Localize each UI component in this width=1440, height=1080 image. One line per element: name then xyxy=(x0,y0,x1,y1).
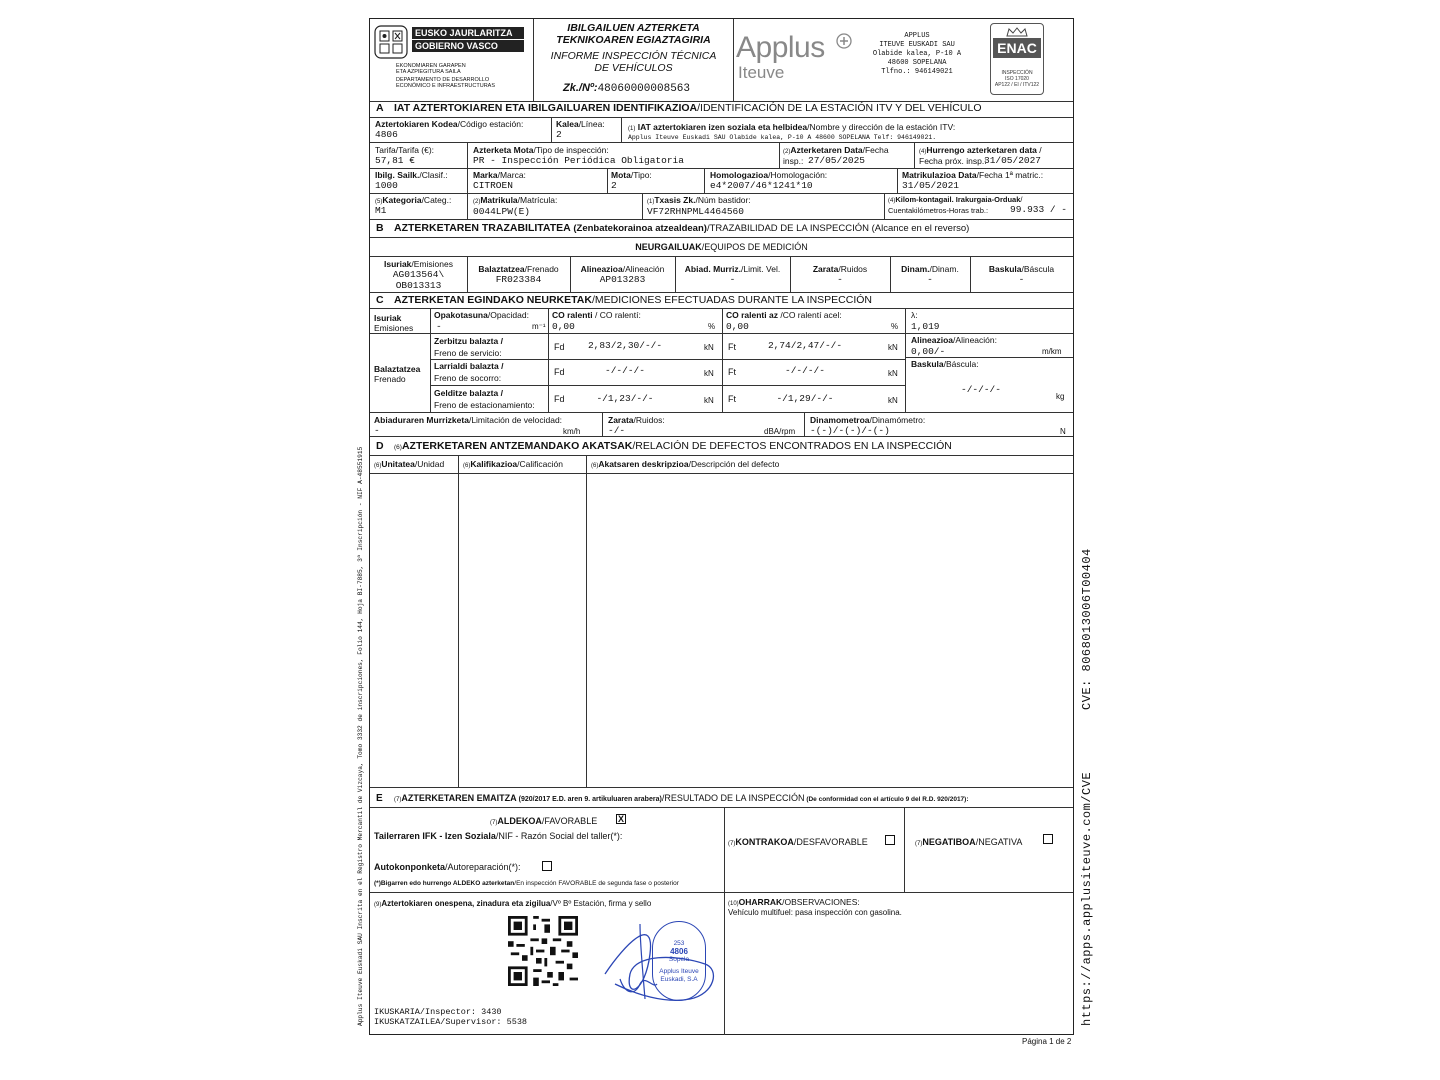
report-number: 48060000008563 xyxy=(597,83,690,95)
negative-label: (7)NEGATIBOA/NEGATIVA xyxy=(915,837,1023,847)
enac-line-2: ISO 17020 xyxy=(1005,76,1029,82)
basque-government-logo xyxy=(374,25,524,59)
service-brake-fd: 2,83/2,30/-/- xyxy=(587,340,663,351)
registration-date: 31/05/2021 xyxy=(902,180,960,191)
plus-icon xyxy=(836,33,852,49)
noise-level: -/- xyxy=(608,425,626,436)
inspection-date: 27/05/2025 xyxy=(808,155,866,166)
equipment-brakes: FR023384 xyxy=(495,274,542,285)
gov-name-es: GOBIERNO VASCO xyxy=(412,40,524,52)
service-brake-ft: 2,74/2,47/-/- xyxy=(767,340,843,351)
classification: 1000 xyxy=(375,180,398,191)
enac-line-1: INSPECCIÓN xyxy=(1001,70,1033,76)
co-idle: 0,00 xyxy=(552,321,575,332)
enac-text: ENAC xyxy=(993,38,1041,58)
license-plate: 0044LPW(E) xyxy=(473,206,531,217)
title-eu-2: TEKNIKOAREN EGIAZTAGIRIA xyxy=(556,34,711,46)
tariff: 57,81 € xyxy=(375,155,415,166)
station-stamp: 253 4806 Sopela Applus Iteuve Euskadi, S.A xyxy=(652,921,706,1001)
category: M1 xyxy=(375,205,387,216)
odometer: 99.933 / - xyxy=(1010,204,1068,215)
applus-brand: Applus xyxy=(736,31,825,64)
scale-weight: -/-/-/- xyxy=(961,384,1001,395)
opacity: - xyxy=(436,321,442,332)
section-d-title: D (6)AZTERKETAREN ANTZEMANDAKO AKATSAK/RELACIÓN DE DEFECTOS ENCONTRADOS EN LA INSPECCIÓN xyxy=(376,440,952,452)
report-number-label: Zk./Nº: xyxy=(563,82,598,94)
vin-number: VF72RHNPML4464560 xyxy=(647,206,744,217)
section-c-title: C AZTERKETAN EGINDAKO NEURKETAK/MEDICIONES EFECTUADAS DURANTE LA INSPECCIÓN xyxy=(376,294,872,306)
inspection-report-sheet: EUSKO JAURLARITZA GOBIERNO VASCO EKONOMIAREN GARAPEN ETA AZPIEGITURA SAILA DEPARTAMENTO DE DESARROLLO ECONÓMICO E INFRAESTRUCTURAS IBILGAILUEN AZTERKETA TEKNIKOAREN EGIAZTAGIRIA INFORME INSPECCIÓN TÉCNICA DE VEHÍCULOS Zk./Nº:48060000008563 Applus Iteuve APPLUS ITEUVE EUSKADI SAU Olabide kalea, P-10 A 48600 SOPELANA Tlfno.: 946149021 ENAC INSPECCIÓN ISO 17020 AP122 / EI / ITV122 A IAT AZTERTOKIAREN ETA IBILGAILUAREN IDENTIFIKAZIOA/IDENTIFICACIÓN DE LA ESTACIÓN ITV Y DEL VEHÍCULO Aztertokiaren Kodea/Código estación: 4806 Kalea/Línea: 2 (1) IAT aztertokiaren izen soziala eta helbidea/Nombre y dirección de la estación ITV: Applus Iteuve Euskadi SAU Olabide kalea, P-10 A 48600 SOPELANA Telf: 946149021. Tarifa/Tarifa (€): 57,81 € Azterketa Mota/Tipo de inspección: PR - Inspección Periódica Obligatoria (2)Azterketaren Data/Fecha insp.: 27/05/2025 (4)Hurrengo azterketaren data / Fecha próx. insp.: 31/05/2027 Ibilg. Sailk./Clasif.: 1000 Marka/Marca: CITROEN Mota/Tipo: 2 Homologazioa/Homologación: e4*2007/46*1241*10 Matrikulazioa Data/Fecha 1ª matric.: 31/05/2021 (5)Kategoria/Categ.: M1 (2)Matrikula/Matrícula: 0044LPW(E) (1)Txasis Zk./Núm bastidor: VF72RHNPML4464560 (4)Kilom-kontagail. Irakurgaia-Orduak/ Cuentakilómetros-Horas trab.: 99.933 / - B AZTERKETAREN TRAZABILITATEA (Zenbatekorainoa atzealdean)/TRAZABILIDAD DE LA INSPECCIÓN (Alcance en el reverso) NEURGAILUAK/EQUIPOS DE MEDICIÓN Isuriak/Emisiones AG013564\ OB013313 Balaztatzea/Frenado FR023384 Alineazioa/Alineación AP013283 Abiad. Murriz./Limit. Vel. - Zarata/Ruidos - Dinam./Dinam. - Baskula/Báscula - C AZTERKETAN EGINDAKO NEURKETAK/MEDICIONES EFECTUADAS DURANTE LA INSPECCIÓN Isuriak Emisiones Opakotasuna/Opacidad: - m⁻¹ CO ralenti / CO ralentí: 0,00 % CO ralenti az /CO ralentí acel: 0,00 % λ: 1,019 Balaztatzea Frenado Zerbitzu balazta / Freno de servicio: Fd 2,83/2,30/-/- kN Ft 2,74/2,47/-/- kN Alineazioa/Alineación: 0,00/- m/km Baskula/Báscula: -/-/-/- kg Larrialdi balazta / Freno de socorro: Fd -/-/-/- kN Ft -/-/-/- kN Gelditze balazta / Freno de estacionamiento: Fd -/1,23/-/- kN Ft -/1,29/-/- kN Abiaduraren Murrizketa/Limitación de velocidad: - km/h Zarata/Ruidos: -/- dBA/rpm Dinamometroa/Dinamómetro: -(-)/-(-)/-(-) N D (6)AZTERKETAREN ANTZEMANDAKO AKATSAK/RELACIÓN DE DEFECTOS ENCONTRADOS EN LA INSPECCIÓN (6)Unitatea/Unidad (6)Kalifikazioa/Calificación (6)Akatsaren deskripzioa/Descripción del defecto E (7)AZTERKETAREN EMAITZA (920/2017 E.D. aren 9. artikuluaren arabera)/RESULTADO DE LA INSPECCIÓN (De conformidad con el artículo 9 del R.D. 920/2017): (7)ALDEKOA/FAVORABLE X Tailerraren IFK - Izen Soziala/NIF - Razón Social del taller(*): Autokonponketa/Autoreparación(*): (*)Bigarren edo hurrengo ALDEKO azterketan/En inspección FAVORABLE de segunda fase o posterior (7)KONTRAKOA/DESFAVORABLE (7)NEGATIBOA/NEGATIVA (9)Aztertokiaren onespena, zinadura eta zigilua/Vº Bº Estación, firma y sello 253 4806 Sopela Applus Iteuve Euskadi, S.A IKUSKARIA/Inspector: 3430 IKUSKATZAILEA/Supervisor: 5538 (10)OHARRAK/OBSERVACIONES: Vehículo multifuel: pasa inspección con gasolina. xyxy=(369,18,1074,1035)
speed-limit: - xyxy=(374,425,380,436)
inspector-id: IKUSKARIA/Inspector: 3430 xyxy=(374,1007,502,1017)
applus-sub: Iteuve xyxy=(738,63,785,82)
equipment-alignment: AP013283 xyxy=(599,274,646,285)
registry-margin-text: Applus Iteuve Euskadi SAU Inscrita en el Registro Mercantil de Vizcaya, Tomo 3332 de inscripciones, Folio 144, Hoja BI-7885, 3ª Inscripción - NIF A-48551915 xyxy=(357,446,364,1026)
section-a-title: A IAT AZTERTOKIAREN ETA IBILGAILUAREN IDENTIFIKAZIOA/IDENTIFICACIÓN DE LA ESTACIÓN ITV Y DEL VEHÍCULO xyxy=(376,102,982,114)
equipment-speed-limiter: - xyxy=(729,274,736,285)
defects-list-area xyxy=(370,474,1073,786)
station-name: Applus Iteuve Euskadi SAU Olabide kalea, P-10 A 48600 SOPELANA Telf: 946149021. xyxy=(628,134,937,141)
dept-eu-2: ETA AZPIEGITURA SAILA xyxy=(396,69,461,75)
crown-icon xyxy=(1005,26,1029,38)
favorable-label: (7)ALDEKOA/FAVORABLE xyxy=(490,816,598,826)
section-e-title: E (7)AZTERKETAREN EMAITZA (920/2017 E.D. aren 9. artikuluaren arabera)/RESULTADO DE LA INSPECCIÓN (De conformidad con el artículo 9 del R.D. 920/2017): xyxy=(376,793,969,804)
favorable-checkbox[interactable]: X xyxy=(617,814,624,824)
equipment-emissions-2: OB013313 xyxy=(395,280,442,291)
page-number: Página 1 de 2 xyxy=(1022,1037,1072,1046)
dept-es-1: DEPARTAMENTO DE DESARROLLO xyxy=(396,77,490,83)
applus-logo xyxy=(736,31,856,91)
equipment-dynamometer: - xyxy=(927,274,933,285)
title-eu-1: IBILGAILUEN AZTERKETA xyxy=(567,22,700,34)
co-accelerated: 0,00 xyxy=(726,321,749,332)
parking-brake-ft: -/1,29/-/- xyxy=(776,393,834,404)
alignment: 0,00/- xyxy=(911,346,946,357)
title-es-1: INFORME INSPECCIÓN TÉCNICA xyxy=(550,50,717,62)
emergency-brake-fd: -/-/-/- xyxy=(605,365,645,376)
company-line-5: Tlfno.: 946149021 xyxy=(881,68,953,76)
section-b-title: B AZTERKETAREN TRAZABILITATEA (Zenbatekorainoa atzealdean)/TRAZABILIDAD DE LA INSPECCIÓN (Alcance en el reverso) xyxy=(376,222,970,234)
emergency-brake-ft: -/-/-/- xyxy=(785,365,825,376)
dept-eu-1: EKONOMIAREN GARAPEN xyxy=(396,63,466,69)
inspection-type: PR - Inspección Periódica Obligatoria xyxy=(473,155,684,166)
observations-label: (10)OHARRAK/OBSERVACIONES: xyxy=(728,897,860,907)
gov-name-eu: EUSKO JAURLARITZA xyxy=(412,27,524,39)
company-line-4: 48600 SOPELANA xyxy=(887,59,947,67)
tariff-label: Tarifa/Tarifa (€): xyxy=(375,145,435,155)
equipment-emissions: AG013564\ xyxy=(392,269,445,280)
equipment-scale: - xyxy=(1018,274,1025,285)
unfavorable-label: (7)KONTRAKOA/DESFAVORABLE xyxy=(728,837,868,847)
vehicle-type: 2 xyxy=(611,180,617,191)
qr-code-icon[interactable] xyxy=(508,916,578,986)
company-line-1: APPLUS xyxy=(904,32,930,40)
station-code: 4806 xyxy=(375,129,398,140)
self-repair-checkbox[interactable] xyxy=(542,861,552,871)
dept-es-2: ECONÓMICO E INFRAESTRUCTURAS xyxy=(396,83,496,89)
unfavorable-checkbox[interactable] xyxy=(885,835,895,845)
negative-checkbox[interactable] xyxy=(1043,834,1053,844)
equipment-noise: - xyxy=(837,274,843,285)
cve-url[interactable]: https://apps.applusiteuve.com/CVE xyxy=(1080,771,1094,1026)
enac-logo xyxy=(990,23,1044,95)
coat-of-arms-icon xyxy=(374,25,408,59)
vehicle-make: CITROEN xyxy=(473,180,513,191)
enac-line-3: AP122 / EI / ITV122 xyxy=(994,82,1040,88)
next-inspection-date: 31/05/2027 xyxy=(984,155,1042,166)
supervisor-id: IKUSKATZAILEA/Supervisor: 5538 xyxy=(374,1017,528,1027)
homologation: e4*2007/46*1241*10 xyxy=(710,180,813,191)
title-es-2: DE VEHÍCULOS xyxy=(594,62,673,74)
lambda: 1,019 xyxy=(911,321,940,332)
observations-text: Vehículo multifuel: pasa inspección con gasolina. xyxy=(728,908,902,917)
parking-brake-fd: -/1,23/-/- xyxy=(596,393,654,404)
company-line-2: ITEUVE EUSKADI SAU xyxy=(879,41,955,49)
cve-code: CVE: 8068013006T00404 xyxy=(1080,548,1094,710)
dynamometer: -(-)/-(-)/-(-) xyxy=(810,425,890,436)
company-line-3: Olabide kalea, P-10 A xyxy=(872,50,962,58)
equipment-title: NEURGAILUAK/EQUIPOS DE MEDICIÓN xyxy=(635,242,808,252)
line-number: 2 xyxy=(556,129,562,140)
